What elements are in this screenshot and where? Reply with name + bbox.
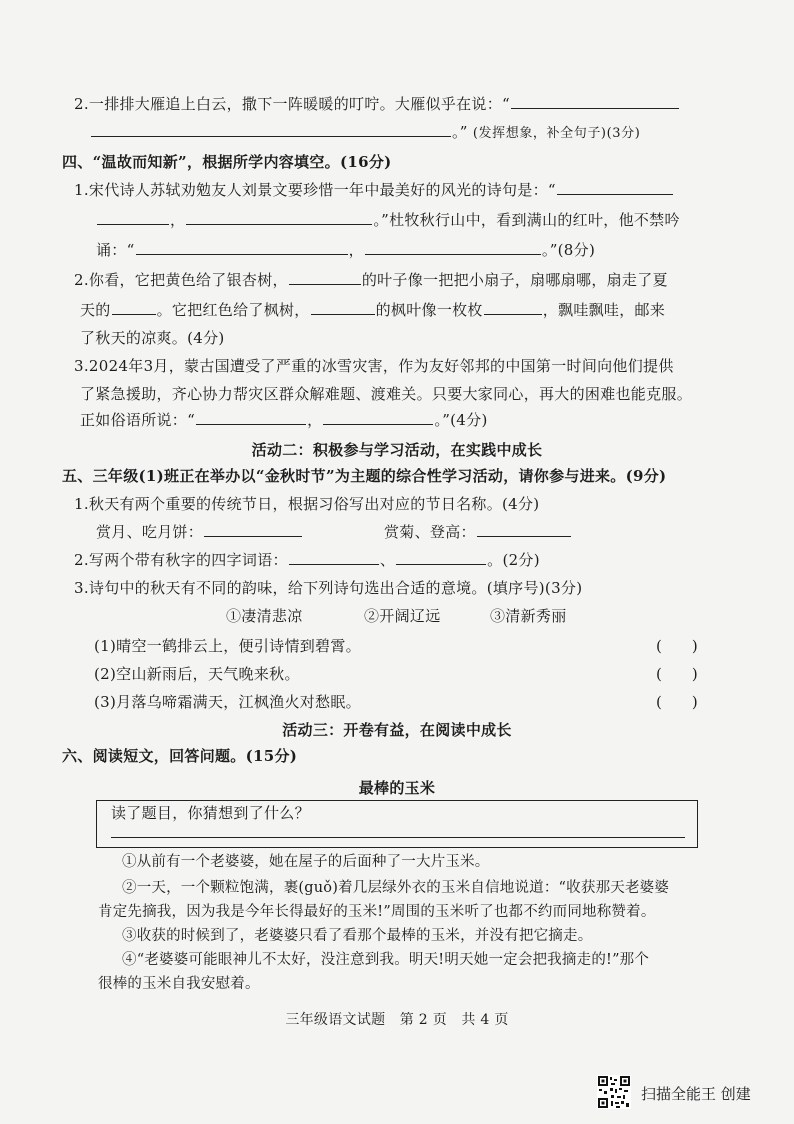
s5-option2: ②开阔辽远 [364, 607, 441, 625]
answer-paren[interactable]: ( ) [656, 693, 698, 711]
s4-q3-score: 。”(4分) [434, 411, 488, 429]
answer-blank[interactable] [91, 122, 451, 137]
paragraph-2b: 肯定先摘我，因为我是今年长得最好的玉米!”周围的玉米听了也都不约而同地称赞着。 [98, 904, 656, 920]
activity2-heading: 活动二：积极参与学习活动，在实践中成长 [251, 441, 543, 459]
paragraph-4b: 很棒的玉米自我安慰着。 [98, 976, 260, 992]
comma: ， [170, 211, 186, 229]
activity3-heading: 活动三：开卷有益，在阅读中成长 [282, 721, 512, 739]
s4-q1-line3 [96, 240, 595, 260]
page-footer: 三年级语文试题 第 2 页 共 4 页 [285, 1012, 509, 1028]
paragraph-1: ①从前有一个老婆婆，她在屋子的后面种了一大片玉米。 [122, 854, 490, 870]
comma: ， [348, 241, 364, 259]
answer-blank[interactable] [484, 300, 542, 315]
s4-q2-text5: 的枫叶像一枚枚 [375, 301, 483, 319]
paragraph-3: ③收获的时候到了，老婆婆只看了看那个最棒的玉米，并没有把它摘走。 [122, 928, 593, 944]
s4-q2-line2 [80, 300, 665, 320]
s4-q3-line1: 3.2024年3月，蒙古国遭受了严重的冰雪灾害，作为友好邻邦的中国第一时间向他们提供 [74, 357, 674, 375]
q2-text: 2.一排排大雁追上白云，撒下一阵暖暖的叮咛。大雁似乎在说：“ [74, 95, 510, 113]
scanner-watermark: 扫描全能王 创建 [641, 1085, 751, 1103]
section6-title: 六、阅读短文，回答问题。(15分) [62, 747, 298, 765]
s4-q3-line3 [80, 410, 488, 430]
s4-q2-text3: 天的 [80, 301, 111, 319]
s5-q1-b [384, 522, 572, 542]
s4-q2-line3: 了秋天的凉爽。(4分) [80, 329, 225, 347]
s5-q3: 3.诗句中的秋天有不同的韵味，给下列诗句选出合适的意境。(填序号)(3分) [74, 579, 583, 597]
qr-code-icon [597, 1075, 631, 1109]
s4-q2-text2: 的叶子像一把把小扇子，扇哪扇哪，扇走了夏 [361, 271, 668, 289]
paragraph-2a: ②一天，一个颗粒饱满，裹(guǒ)着几层绿外衣的玉米自信地说道：“收获那天老婆婆 [122, 880, 670, 896]
s5-poem2: (2)空山新雨后，天气晚来秋。 [94, 665, 300, 683]
q2-end: 。” [452, 123, 468, 141]
answer-blank[interactable] [289, 550, 379, 565]
s5-q1-a-label: 赏月、吃月饼： [96, 523, 204, 541]
s4-q2-text6: ，飘哇飘哇，邮来 [542, 301, 666, 319]
q2-note: (发挥想象，补全句子)(3分) [472, 126, 641, 141]
answer-blank[interactable] [477, 522, 571, 537]
s4-q1-text: 1.宋代诗人苏轼劝勉友人刘景文要珍惜一年中最美好的风光的诗句是：“ [74, 181, 556, 199]
s5-q2 [74, 550, 540, 570]
answer-blank[interactable] [511, 94, 679, 109]
s5-q1-a [96, 522, 303, 542]
s4-q2-text: 2.你看，它把黄色给了银杏树， [74, 271, 288, 289]
answer-paren[interactable]: ( ) [656, 665, 698, 683]
answer-blank[interactable] [97, 210, 169, 225]
separator: 、 [379, 551, 396, 569]
s5-q2-text: 2.写两个带有秋字的四字词语： [74, 551, 288, 569]
answer-blank[interactable] [365, 240, 541, 255]
s4-q2-line1 [74, 270, 668, 290]
s5-q1-b-label: 赏菊、登高： [384, 523, 476, 541]
s4-q2-text4: 。它把红色给了枫树， [156, 301, 310, 319]
answer-blank[interactable] [204, 522, 302, 537]
paragraph-4a: ④“老婆婆可能眼神儿不太好，没注意到我。明天!明天她一定会把我摘走的!”那个 [122, 952, 650, 968]
section5-title: 五、三年级(1)班正在举办以“金秋时节”为主题的综合性学习活动，请你参与进来。(9分) [62, 467, 667, 485]
answer-blank[interactable] [311, 300, 375, 315]
s5-q1: 1.秋天有两个重要的传统节日，根据习俗写出对应的节日名称。(4分) [74, 495, 540, 513]
box-prompt: 读了题目，你猜想到了什么？ [111, 804, 310, 822]
s5-option1: ①凄清悲凉 [226, 607, 303, 625]
s5-option3: ③清新秀丽 [490, 607, 567, 625]
section4-title: 四、“温故而知新”，根据所学内容填空。(16分) [62, 153, 392, 171]
comma: ， [307, 411, 323, 429]
q2-line1 [74, 94, 680, 114]
s5-q2-score: 。(2分) [487, 551, 540, 569]
answer-blank[interactable] [289, 270, 361, 285]
s5-poem3: (3)月落乌啼霜满天，江枫渔火对愁眠。 [94, 693, 361, 711]
s4-q1-line1 [74, 180, 674, 200]
answer-blank[interactable] [186, 210, 372, 225]
s4-q3-text: 正如俗语所说：“ [80, 411, 196, 429]
answer-paren[interactable]: ( ) [656, 637, 698, 655]
answer-blank[interactable] [196, 410, 306, 425]
answer-blank[interactable] [112, 300, 156, 315]
answer-line[interactable] [111, 837, 685, 838]
answer-blank[interactable] [136, 240, 348, 255]
s5-poem1: (1)晴空一鹤排云上，便引诗情到碧霄。 [94, 637, 361, 655]
reading-title: 最棒的玉米 [358, 779, 436, 797]
s4-q1-text2: 。”杜牧秋行山中，看到满山的红叶，他不禁吟 [373, 211, 680, 229]
answer-blank[interactable] [396, 550, 486, 565]
s4-q1-text3: 诵：“ [96, 241, 135, 259]
answer-blank[interactable] [557, 180, 673, 195]
s4-q3-line2: 了紧急援助，齐心协力帮灾区群众解难题、渡难关。只要大家同心，再大的困难也能克服。 [80, 385, 693, 403]
s4-q1-line2 [96, 210, 680, 230]
q2-line2 [90, 122, 640, 144]
s4-q1-score: 。”(8分) [541, 241, 596, 259]
prediction-box [96, 800, 698, 848]
answer-blank[interactable] [323, 410, 433, 425]
